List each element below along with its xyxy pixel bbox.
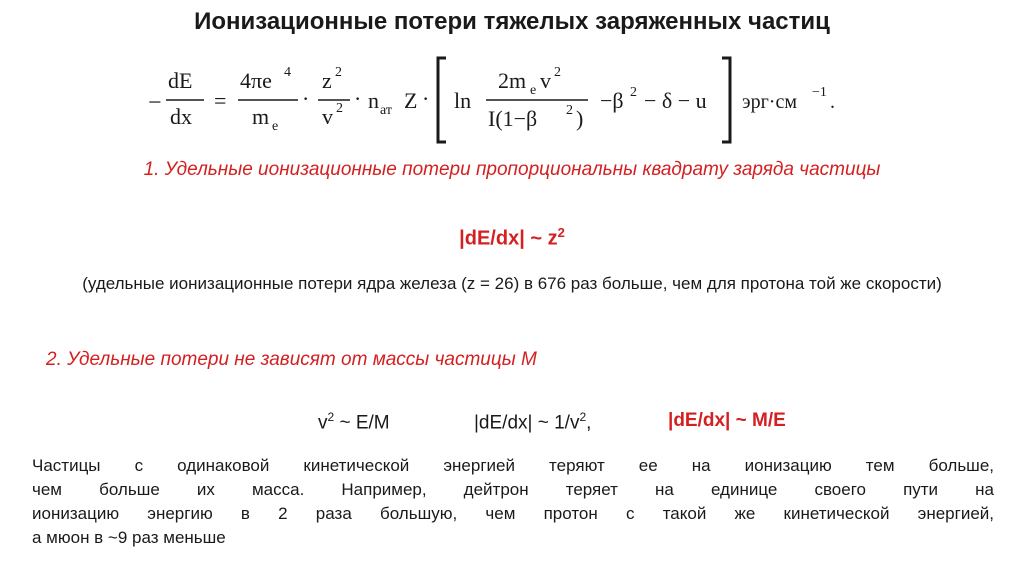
relation-dedx-v-exp: 2 (579, 410, 587, 424)
relation-v2-base: v (318, 412, 328, 434)
relation-dedx-v (474, 410, 591, 434)
formula-dot: · (302, 86, 310, 111)
right-bracket (722, 58, 730, 142)
formula-den3-exp: 2 (566, 103, 573, 118)
formula-eq: = (214, 88, 227, 113)
point-1-note: (удельные ионизационные потери ядра железа (z = 26) в 676 раз больше, чем для протона той же скорости) (82, 274, 942, 293)
formula-num3-sub: e (530, 83, 537, 98)
formula-dot: · (422, 86, 430, 111)
formula-num2-exp: 2 (335, 65, 342, 80)
formula-n: n (368, 88, 379, 113)
formula-den1-sub: e (272, 119, 279, 134)
formula-num3: 2m (498, 68, 527, 93)
paragraph-line: Частицы с одинаковой кинетической энергией теряют ее на ионизацию тем больше, (32, 456, 994, 475)
relation-v2-rest: ~ E/M (334, 412, 390, 434)
formula-dE: dE (168, 68, 193, 93)
point-2: 2. Удельные потери не зависят от массы частицы M (46, 349, 537, 370)
formula-num1-exp: 4 (284, 65, 291, 80)
relation-dedx-v-base: |dE/dx| ~ 1/v (474, 412, 580, 434)
formula-den1: m (252, 104, 270, 129)
formula-graphic (60, 52, 960, 148)
formula-num1: 4πe (240, 68, 272, 93)
formula-units-exp: −1 (812, 85, 827, 100)
relation-v2 (318, 410, 390, 434)
paragraph-line: чем больше их масса. Например, дейтрон теряет на единице своего пути на (32, 480, 994, 499)
relation-v2-exp: 2 (327, 410, 335, 424)
formula-num2: z (322, 68, 332, 93)
formula-den2-exp: 2 (336, 101, 343, 116)
point-1-relation (0, 225, 1024, 251)
paragraph-line: ионизацию энергию в 2 раза большую, чем протон с такой же кинетической энергией, (32, 504, 994, 523)
slide-title: Ионизационные потери тяжелых заряженных частиц (194, 8, 830, 35)
formula-Z: Z (404, 88, 418, 113)
formula-dot: · (354, 86, 362, 111)
formula-den3-close: ) (576, 106, 584, 131)
left-bracket (438, 58, 446, 142)
formula-den3: I(1−β (488, 106, 538, 131)
formula-ln: ln (454, 88, 472, 113)
formula-dx: dx (170, 104, 192, 129)
relation-dedx-v-rest: , (586, 412, 592, 434)
formula-num3-exp: 2 (554, 65, 561, 80)
formula-tail: −β (600, 88, 624, 113)
formula-units-end: . (830, 91, 835, 113)
relation-dedx-m: |dE/dx| ~ M/E (668, 410, 786, 431)
point-1-relation-exp: 2 (557, 225, 565, 240)
bethe-formula (60, 52, 960, 148)
explanation-paragraph (32, 454, 994, 550)
formula-num3-v: v (540, 68, 551, 93)
formula-den2: v (322, 104, 333, 129)
formula-minus: − (148, 90, 162, 116)
point-1: 1. Удельные ионизационные потери пропорциональны квадрату заряда частицы (143, 159, 881, 180)
formula-units: эрг·см (742, 91, 797, 113)
formula-n-sub: ат (380, 103, 392, 118)
formula-tail-exp: 2 (630, 85, 637, 100)
point-1-relation-text: |dE/dx| ~ z (459, 227, 558, 250)
formula-tail2: − δ − u (644, 88, 707, 113)
paragraph-line: а мюон в ~9 раз меньше (32, 528, 226, 547)
